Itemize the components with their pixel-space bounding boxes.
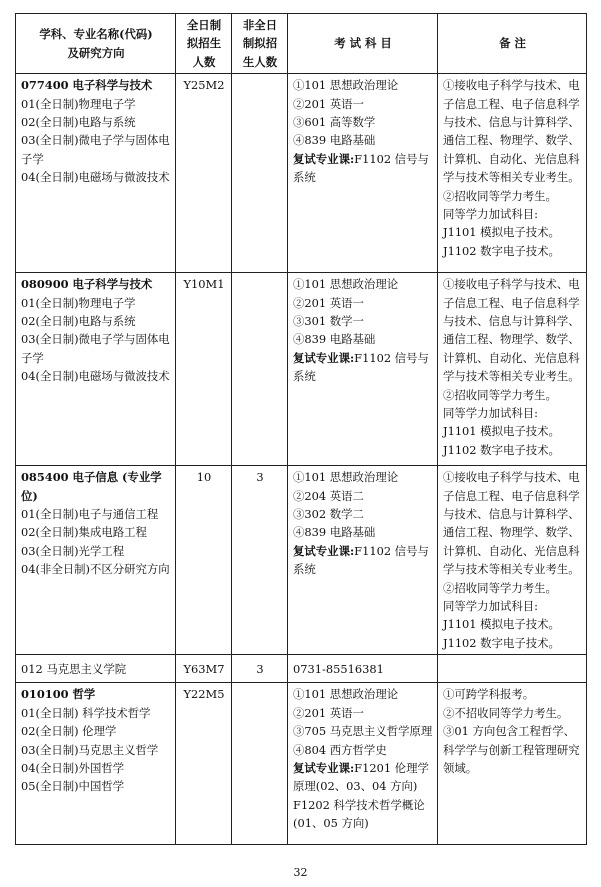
admissions-table [15,13,587,845]
table-row [16,683,587,845]
note-item: J1101 模拟电子技术。 [443,617,560,632]
note-item: J1101 模拟电子技术。 [443,225,560,240]
header-major: 学科、专业名称(代码) 及研究方向 [16,14,176,74]
table-row [16,74,587,273]
exam-item: ①101 思想政治理论 [293,277,399,292]
exam-item: ④804 西方哲学史 [293,742,387,757]
direction-item: 04(全日制)外国哲学 [21,760,125,775]
direction-item: 01(全日制)物理电子学 [21,295,136,310]
fulltime-count: Y25M2 [176,74,232,273]
note-item: J1102 数字电子技术。 [443,243,560,258]
direction-item: 03(全日制)光学工程 [21,543,125,558]
page-number: 32 [293,866,308,879]
retest-value: F1102 信号与系统 [293,543,429,577]
exam-cell [288,74,438,273]
note-item: ②招收同等学力考生。 [443,580,557,595]
exam-item: ②204 英语二 [293,488,364,503]
note-item: J1101 模拟电子技术。 [443,424,560,439]
retest-value: F1201 伦理学原理(02、03、04 方向) [293,760,429,794]
note-item: 同等学力加试科目: [443,207,538,222]
notes-cell [438,466,587,655]
exam-item: ③301 数学一 [293,314,364,329]
retest-line [293,150,433,187]
direction-item: 02(全日制) 伦理学 [21,724,117,739]
notes-cell [438,74,587,273]
note-item: ①接收电子科学与技术、电子信息工程、电子信息科学与技术、信息与计算科学、通信工程、物理学、数学、计算机、自动化、光信息科学与技术等相关专业考生。 [443,78,580,185]
direction-item: 03(全日制)马克思主义哲学 [21,742,159,757]
fulltime-count: 10 [176,466,232,655]
exam-item: ②201 英语一 [293,295,364,310]
major-title: 085400 电子信息 (专业学位) [21,470,162,503]
major-cell [16,683,176,845]
exam-item: ②201 英语一 [293,705,364,720]
note-item: J1102 数字电子技术。 [443,635,560,650]
exam-cell [288,273,438,466]
direction-item: 01(全日制)电子与通信工程 [21,507,159,522]
header-notes: 备 注 [438,14,587,74]
notes-cell [438,273,587,466]
exam-item: ①101 思想政治理论 [293,78,399,93]
note-item: ②不招收同等学力考生。 [443,705,569,720]
exam-item: ③601 高等数学 [293,115,376,130]
fulltime-count: Y10M1 [176,273,232,466]
exam-cell [288,683,438,845]
direction-item: 04(全日制)电磁场与微波技术 [21,170,170,185]
fulltime-count: Y22M5 [176,683,232,845]
exam-item: ③302 数学二 [293,507,364,522]
table-row [16,466,587,655]
retest-label: 复试专业课: [293,543,355,558]
parttime-count [232,273,288,466]
parttime-count [232,74,288,273]
retest-line [293,542,433,579]
major-cell [16,273,176,466]
exam-item: ④839 电路基础 [293,133,376,148]
exam-item: ③705 马克思主义哲学原理 [293,724,433,739]
school-fulltime: Y63M7 [176,655,232,683]
direction-item: 01(全日制)物理电子学 [21,96,136,111]
note-item: 同等学力加试科目: [443,599,538,614]
exam-item: ①101 思想政治理论 [293,470,399,485]
exam-item: ①101 思想政治理论 [293,687,399,702]
direction-item: 04(全日制)电磁场与微波技术 [21,369,170,384]
major-cell [16,466,176,655]
direction-item: 02(全日制)集成电路工程 [21,525,147,540]
header-row [16,14,587,74]
school-parttime: 3 [232,655,288,683]
note-item: ①可跨学科报考。 [443,687,535,702]
header-fulltime: 全日制 拟招生 人数 [176,14,232,74]
retest-value: F1102 信号与系统 [293,350,429,384]
direction-item: 05(全日制)中国哲学 [21,779,125,794]
retest-value: F1202 科学技术哲学概论(01、05 方向) [293,797,425,831]
exam-item: ②201 英语一 [293,96,364,111]
direction-item: 02(全日制)电路与系统 [21,115,136,130]
note-item: ③01 方向包含工程哲学、科学学与创新工程管理研究领域。 [443,724,580,775]
school-row [16,655,587,683]
direction-item: 03(全日制)微电子学与固体电子学 [21,133,170,166]
note-item: 同等学力加试科目: [443,406,538,421]
header-parttime: 非全日 制拟招 生人数 [232,14,288,74]
major-title: 080900 电子科学与技术 [21,277,153,292]
school-title: 012 马克思主义学院 [16,655,176,683]
note-item: ①接收电子科学与技术、电子信息工程、电子信息科学与技术、信息与计算科学、通信工程、物理学、数学、计算机、自动化、光信息科学与技术等相关专业考生。 [443,470,580,577]
note-item: ②招收同等学力考生。 [443,387,557,402]
note-item: ②招收同等学力考生。 [443,188,557,203]
retest-label: 复试专业课: [293,760,355,775]
exam-item: ④839 电路基础 [293,525,376,540]
note-item: J1102 数字电子技术。 [443,442,560,457]
school-notes [438,655,587,683]
note-item: ①接收电子科学与技术、电子信息工程、电子信息科学与技术、信息与计算科学、通信工程、物理学、数学、计算机、自动化、光信息科学与技术等相关专业考生。 [443,277,580,384]
header-exams: 考 试 科 目 [288,14,438,74]
parttime-count [232,683,288,845]
direction-item: 03(全日制)微电子学与固体电子学 [21,332,170,365]
school-phone: 0731-85516381 [288,655,438,683]
direction-item: 01(全日制) 科学技术哲学 [21,705,151,720]
retest-value: F1102 信号与系统 [293,151,429,185]
notes-cell [438,683,587,845]
exam-item: ④839 电路基础 [293,332,376,347]
direction-item: 02(全日制)电路与系统 [21,314,136,329]
parttime-count: 3 [232,466,288,655]
major-cell [16,74,176,273]
retest-label: 复试专业课: [293,350,355,365]
retest-label: 复试专业课: [293,151,355,166]
exam-cell [288,466,438,655]
major-title: 077400 电子科学与技术 [21,78,153,93]
major-title: 010100 哲学 [21,687,96,702]
retest-line [293,349,433,386]
retest-line [293,759,433,796]
direction-item: 04(非全日制)不区分研究方向 [21,562,170,577]
table-row [16,273,587,466]
